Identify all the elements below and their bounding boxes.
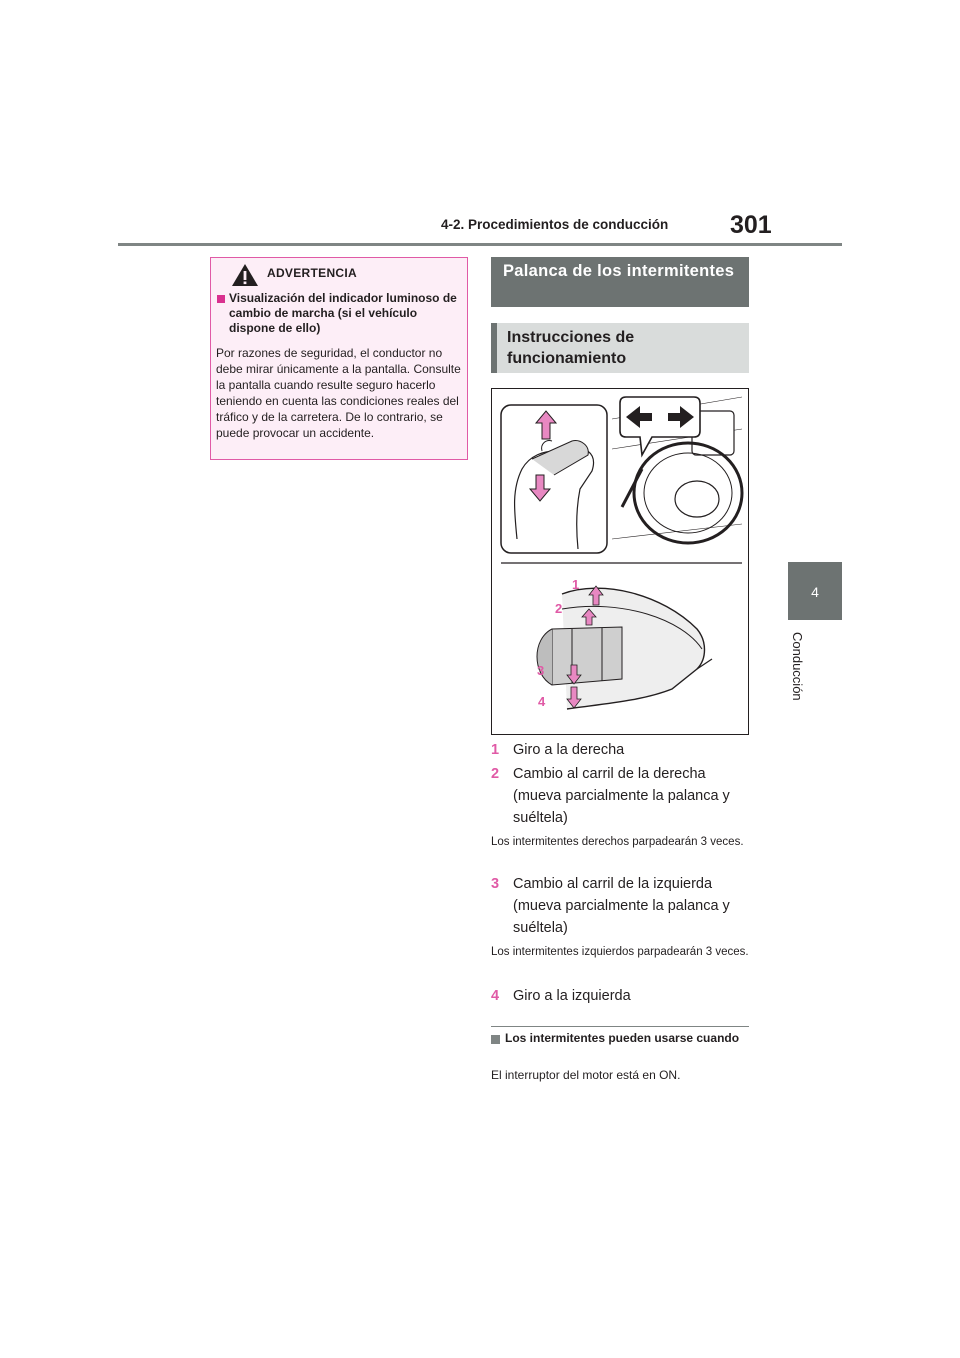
warning-header — [211, 258, 467, 288]
chapter-title: 4-2. Procedimientos de conducción — [441, 217, 669, 232]
header-rule — [118, 243, 842, 246]
warning-text: Por razones de seguridad, el conductor no debe mirar únicamente a la pantalla. Consulte la pantalla cuando resulte seguro hacerlo teniendo en cuenta las condiciones reales del tráfico y de la carretera. De lo contrario, se puede provocar un accidente. — [216, 346, 461, 440]
list-item-number: 3 — [491, 876, 500, 892]
callout-3: 3 — [537, 663, 545, 678]
list-item-text: Cambio al carril de la izquierda (mueva parcialmente la palanca y suéltela) — [513, 876, 730, 936]
list-item-number: 1 — [491, 742, 500, 758]
warning-icon — [231, 263, 259, 287]
footnote-rule — [491, 1026, 749, 1027]
list-item-text: Giro a la derecha — [513, 742, 625, 758]
callout-1: 1 — [572, 577, 580, 592]
footnote-text: El interruptor del motor está en ON. — [491, 1068, 681, 1082]
callout-4: 4 — [538, 694, 546, 709]
callout-2: 2 — [555, 601, 563, 616]
list-item-text: Giro a la izquierda — [513, 988, 631, 1004]
section-title: Palanca de los intermitentes — [491, 257, 749, 307]
list-item — [491, 739, 749, 761]
list-item — [491, 763, 749, 829]
warning-title: ADVERTENCIA — [267, 266, 357, 280]
list-item-number: 2 — [491, 766, 500, 782]
turn-signal-lever-illustration — [491, 388, 749, 735]
warning-heading: Visualización del indicador luminoso de cambio de marcha (si el vehículo dispone de ello) — [229, 291, 457, 335]
warning-bullet-icon — [217, 295, 225, 303]
list-item-note: Los intermitentes izquierdos parpadearán 3 veces. — [491, 946, 749, 958]
list-item — [491, 873, 749, 939]
page-number: 301 — [730, 211, 772, 239]
warning-box — [210, 257, 468, 460]
footnote-bullet-icon — [491, 1035, 500, 1044]
list-item — [491, 985, 749, 1007]
list-item-number: 4 — [491, 988, 500, 1004]
chapter-tab — [788, 562, 842, 620]
chapter-tab-label: Conducción — [790, 632, 805, 701]
footnote-heading: Los intermitentes pueden usarse cuando — [505, 1031, 740, 1045]
section-subtitle: Instrucciones de funcionamiento — [491, 323, 749, 373]
chapter-tab-number: 4 — [811, 584, 819, 600]
list-item-text: Cambio al carril de la derecha (mueva parcialmente la palanca y suéltela) — [513, 766, 730, 826]
lever-diagram — [492, 389, 748, 734]
list-item-note: Los intermitentes derechos parpadearán 3 veces. — [491, 836, 744, 848]
